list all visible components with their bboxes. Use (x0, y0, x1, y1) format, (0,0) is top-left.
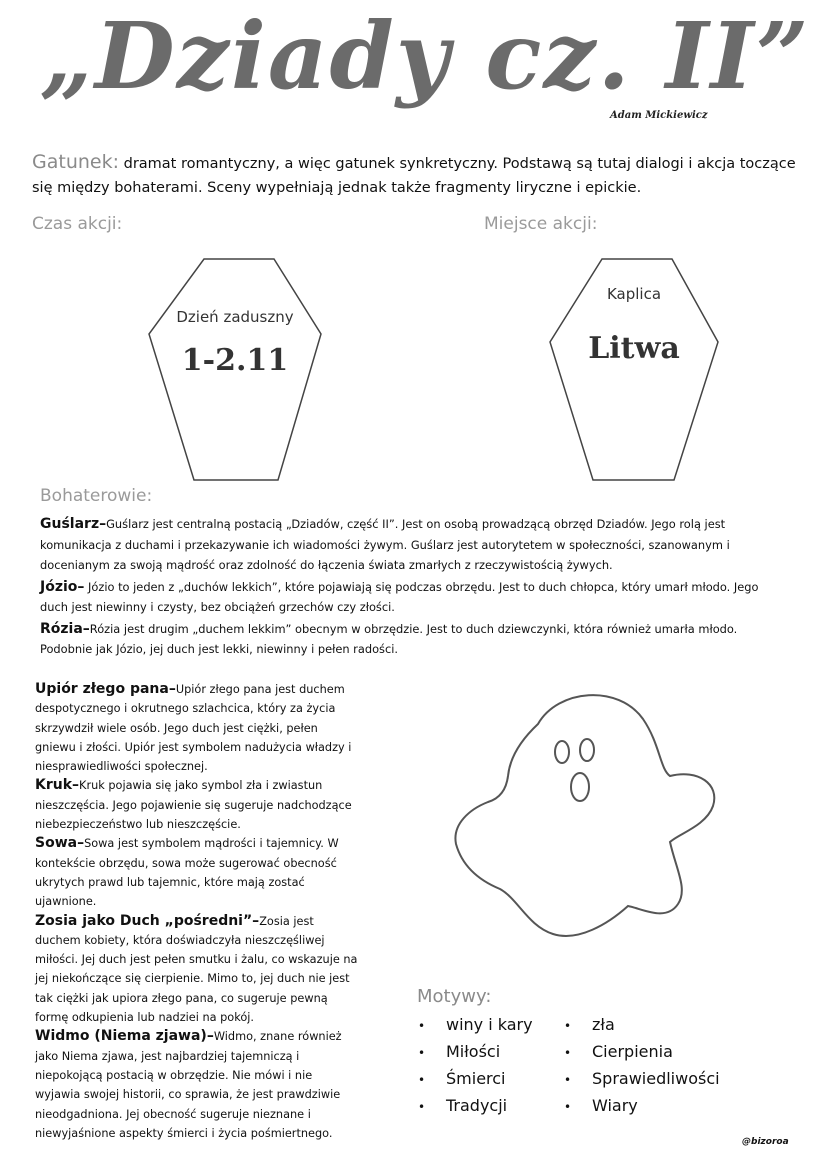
character-desc: Guślarz jest centralną postacią „Dziadów, część II”. Jest on osobą prowadzącą obrzęd Dziadów. Jego rolą jest komunikacja z duchami i przekazywanie ich wiadomości żywym. Guślarz jest autorytetem w społeczności, szanowanym i docenianym za swoją mądrość oraz zdolność do łączenia świata zmarłych z rzeczywistością żywych. (40, 517, 730, 572)
motif-item: • zła (564, 1012, 720, 1039)
character-name: Upiór złego pana– (35, 681, 176, 697)
bullet-icon: • (418, 1100, 426, 1114)
motif-item: • Śmierci (418, 1066, 533, 1093)
motif-item: • Miłości (418, 1039, 533, 1066)
character-name: Kruk– (35, 777, 80, 794)
motif-item: • Cierpienia (564, 1039, 720, 1066)
bullet-icon: • (564, 1046, 572, 1060)
motif-item: • winy i kary (418, 1012, 533, 1039)
character-name: Sowa– (35, 835, 85, 852)
bullet-icon: • (418, 1073, 426, 1087)
character-entry (35, 834, 360, 911)
time-value: 1-2.11 (181, 343, 289, 378)
page-title: „Dziady cz. II” (40, 2, 811, 110)
bullet-icon: • (418, 1019, 426, 1033)
character-name: Widmo (Niema zjawa)– (35, 1028, 214, 1045)
place-value: Litwa (588, 331, 680, 366)
character-entry (40, 577, 780, 618)
place-label: Miejsce akcji: (484, 214, 598, 234)
characters-label: Bohaterowie: (40, 486, 153, 506)
character-desc: Rózia jest drugim „duchem lekkim” obecnym w obrzędzie. Jest to duch dziewczynki, która również umarła młodo. Podobnie jak Józio, jej duch jest lekki, niewinny i pełen radości. (40, 621, 738, 656)
author-signature: @bizoroa (742, 1137, 789, 1147)
motif-item: • Sprawiedliwości (564, 1066, 720, 1093)
place-caption: Kaplica (606, 285, 662, 303)
character-desc: Zosia jest duchem kobiety, która doświadczyła nieszczęśliwej miłości. Jej duch jest pełen smutku i żalu, co wskazuje na jej niekończące się cierpienie. Mimo to, jej duch nie jest tak ciężki jak upiora złego pana, co sugeruje pewną formę odkupienia lub nadziei na pokój. (35, 914, 358, 1025)
author-name: Adam Mickiewicz (610, 110, 708, 121)
character-desc: Upiór złego pana jest duchem despotycznego i okrutnego szlachcica, który za życia skrzywdził wiele osób. Jego duch jest ciężki, pełen gniewu i złości. Upiór jest symbolem nadużycia władzy i niesprawiedliwości społecznej. (35, 683, 352, 774)
motifs-label: Motywy: (417, 986, 492, 1007)
character-name: Guślarz– (40, 516, 107, 532)
character-entry (35, 1027, 360, 1143)
motif-item: • Tradycji (418, 1093, 533, 1120)
genre-text: dramat romantyczny, a więc gatunek synkretyczny. Podstawą są tutaj dialogi i akcja toczące się między bohaterami. Sceny wypełniają jednak także fragmenty liryczne i epickie. (32, 156, 796, 196)
genre-label: Gatunek: (32, 151, 119, 173)
character-desc: Sowa jest symbolem mądrości i tajemnicy. W kontekście obrzędu, sowa może sugerować obecność ukrytych prawd lub tajemnic, które mają zostać ujawnione. (35, 837, 339, 909)
time-caption: Dzień zaduszny (176, 308, 294, 326)
bullet-icon: • (564, 1019, 572, 1033)
character-entry (40, 619, 780, 660)
bullet-icon: • (418, 1046, 426, 1060)
characters-bottom-list (35, 680, 360, 1143)
time-label: Czas akcji: (32, 214, 123, 234)
motif-item: • Wiary (564, 1093, 720, 1120)
character-entry (35, 912, 360, 1028)
character-name: Zosia jako Duch „pośredni”– (35, 912, 260, 929)
character-entry (35, 680, 360, 776)
bullet-icon: • (564, 1100, 572, 1114)
character-desc: Józio to jeden z „duchów lekkich”, które pojawiają się podczas obrzędu. Jest to duch chłopca, który umarł młodo. Jego duch jest niewinny i czysty, bez obciążeń grzechów czy złości. (40, 579, 759, 614)
character-name: Rózia– (40, 620, 90, 637)
bullet-icon: • (564, 1073, 572, 1087)
motifs-right-list (564, 1012, 720, 1120)
character-name: Józio– (40, 578, 85, 595)
ghost-icon (448, 684, 723, 946)
motifs-left-list (418, 1012, 533, 1120)
characters-top-list (40, 514, 780, 661)
genre-section (32, 150, 802, 200)
character-entry (35, 776, 360, 834)
character-desc: Kruk pojawia się jako symbol zła i zwiastun nieszczęścia. Jego pojawienie się sugeruje nadchodzące niebezpieczeństwo lub nieszczęście. (35, 779, 352, 832)
character-desc: Widmo, znane również jako Niema zjawa, jest najbardziej tajemniczą i niepokojącą postacią w obrzędzie. Nie mówi i nie wyjawia swojej historii, co sprawia, że jest prawdziwie nieodgadniona. Jej obecność sugeruje nieznane i niewyjaśnione aspekty śmierci i życia pośmiertnego. (35, 1030, 342, 1140)
character-entry (40, 514, 780, 576)
